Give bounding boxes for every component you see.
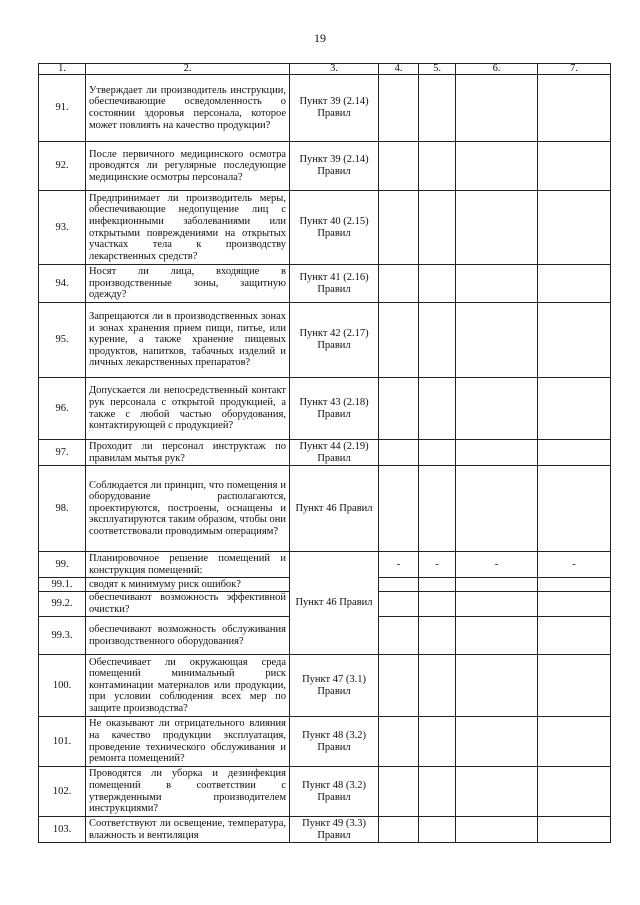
answer-cell xyxy=(456,578,538,592)
question-text: Носят ли лица, входящие в производственные зоны, защитную одежду? xyxy=(86,265,290,303)
answer-cell xyxy=(419,717,456,767)
answer-cell xyxy=(419,378,456,440)
answer-cell xyxy=(419,767,456,817)
column-header: 7. xyxy=(538,64,611,75)
answer-cell xyxy=(456,265,538,303)
answer-cell xyxy=(379,191,419,265)
reference-text: Пункт 41 (2.16) Правил xyxy=(290,265,379,303)
answer-cell xyxy=(379,717,419,767)
reference-text: Пункт 46 Правил xyxy=(290,466,379,552)
item-number: 98. xyxy=(39,466,86,552)
answer-cell xyxy=(379,817,419,843)
question-text: Обеспечивает ли окружающая среда помещений минимальный риск контаминации материалов или продукции, при условии соблюдения всех мер по защите производства? xyxy=(86,655,290,717)
reference-text: Пункт 42 (2.17) Правил xyxy=(290,303,379,378)
reference-text: Пункт 46 Правил xyxy=(290,552,379,655)
answer-cell xyxy=(538,142,611,191)
column-header: 2. xyxy=(86,64,290,75)
question-text: Допускается ли непосредственный контакт рук персонала с открытой продукцией, а также с любой частью оборудования, контактирующей с продукцией? xyxy=(86,378,290,440)
answer-cell xyxy=(538,303,611,378)
column-header: 5. xyxy=(419,64,456,75)
answer-cell xyxy=(538,817,611,843)
item-number: 99. xyxy=(39,552,86,578)
answer-cell xyxy=(456,655,538,717)
item-number: 93. xyxy=(39,191,86,265)
reference-text: Пункт 43 (2.18) Правил xyxy=(290,378,379,440)
answer-cell xyxy=(456,466,538,552)
answer-cell xyxy=(419,655,456,717)
answer-cell xyxy=(419,466,456,552)
answer-cell xyxy=(456,303,538,378)
answer-cell xyxy=(419,303,456,378)
answer-cell xyxy=(419,592,456,617)
checklist-table xyxy=(38,63,611,843)
answer-cell xyxy=(538,378,611,440)
answer-cell xyxy=(456,191,538,265)
answer-cell xyxy=(419,817,456,843)
answer-cell xyxy=(379,440,419,466)
answer-cell xyxy=(456,378,538,440)
table-header-row xyxy=(39,64,611,75)
item-number: 95. xyxy=(39,303,86,378)
question-text: Запрещаются ли в производственных зонах и зонах хранения прием пищи, питье, или курение, а также хранение пищевых продуктов, напитков, табачных изделий и личных лекарственных препаратов? xyxy=(86,303,290,378)
item-number: 99.3. xyxy=(39,617,86,655)
table-row xyxy=(39,817,611,843)
question-text: Соответствуют ли освещение, температура, влажность и вентиляция xyxy=(86,817,290,843)
answer-cell xyxy=(456,592,538,617)
answer-cell xyxy=(538,191,611,265)
answer-cell xyxy=(419,75,456,142)
item-number: 99.1. xyxy=(39,578,86,592)
answer-cell xyxy=(538,578,611,592)
item-number: 101. xyxy=(39,717,86,767)
item-number: 100. xyxy=(39,655,86,717)
dash-cell: - xyxy=(379,552,419,578)
table-row xyxy=(39,378,611,440)
answer-cell xyxy=(538,592,611,617)
question-text: Планировочное решение помещений и конструкция помещений: xyxy=(86,552,290,578)
item-number: 99.2. xyxy=(39,592,86,617)
answer-cell xyxy=(419,265,456,303)
answer-cell xyxy=(379,617,419,655)
answer-cell xyxy=(538,617,611,655)
column-header: 6. xyxy=(456,64,538,75)
reference-text: Пункт 48 (3.2) Правил xyxy=(290,717,379,767)
table-row xyxy=(39,717,611,767)
item-number: 97. xyxy=(39,440,86,466)
question-text: обеспечивают возможность обслуживания производственного оборудования? xyxy=(86,617,290,655)
answer-cell xyxy=(538,265,611,303)
item-number: 102. xyxy=(39,767,86,817)
answer-cell xyxy=(456,440,538,466)
answer-cell xyxy=(419,191,456,265)
answer-cell xyxy=(379,303,419,378)
column-header: 1. xyxy=(39,64,86,75)
answer-cell xyxy=(379,265,419,303)
answer-cell xyxy=(419,617,456,655)
table-row xyxy=(39,767,611,817)
question-text: После первичного медицинского осмотра проводятся ли регулярные последующие медицинские осмотры персонала? xyxy=(86,142,290,191)
reference-text: Пункт 49 (3.3) Правил xyxy=(290,817,379,843)
question-text: Проходит ли персонал инструктаж по правилам мытья рук? xyxy=(86,440,290,466)
table-row xyxy=(39,655,611,717)
answer-cell xyxy=(456,817,538,843)
answer-cell xyxy=(379,767,419,817)
column-header: 3. xyxy=(290,64,379,75)
answer-cell xyxy=(538,717,611,767)
item-number: 103. xyxy=(39,817,86,843)
table-row xyxy=(39,466,611,552)
question-text: сводят к минимуму риск ошибок? xyxy=(86,578,290,592)
page-number: 19 xyxy=(314,31,326,45)
table-row xyxy=(39,142,611,191)
answer-cell xyxy=(538,466,611,552)
answer-cell xyxy=(419,142,456,191)
table-row xyxy=(39,265,611,303)
answer-cell xyxy=(379,655,419,717)
item-number: 91. xyxy=(39,75,86,142)
answer-cell xyxy=(379,378,419,440)
answer-cell xyxy=(379,142,419,191)
answer-cell xyxy=(538,655,611,717)
table-row xyxy=(39,75,611,142)
reference-text: Пункт 44 (2.19) Правил xyxy=(290,440,379,466)
answer-cell xyxy=(379,592,419,617)
answer-cell xyxy=(379,75,419,142)
question-text: Не оказывают ли отрицательного влияния на качество продукции эксплуатация, проведение технического обслуживания и ремонта помещений? xyxy=(86,717,290,767)
table-row xyxy=(39,552,611,578)
item-number: 96. xyxy=(39,378,86,440)
reference-text: Пункт 48 (3.2) Правил xyxy=(290,767,379,817)
table-row xyxy=(39,440,611,466)
reference-text: Пункт 39 (2.14) Правил xyxy=(290,142,379,191)
question-text: обеспечивают возможность эффективной очистки? xyxy=(86,592,290,617)
answer-cell xyxy=(379,466,419,552)
item-number: 92. xyxy=(39,142,86,191)
item-number: 94. xyxy=(39,265,86,303)
table-row xyxy=(39,191,611,265)
dash-cell: - xyxy=(419,552,456,578)
answer-cell xyxy=(379,578,419,592)
answer-cell xyxy=(456,717,538,767)
question-text: Проводятся ли уборка и дезинфекция помещений в соответствии с утвержденными производителем инструкциями? xyxy=(86,767,290,817)
reference-text: Пункт 39 (2.14) Правил xyxy=(290,75,379,142)
reference-text: Пункт 47 (3.1) Правил xyxy=(290,655,379,717)
question-text: Предпринимает ли производитель меры, обеспечивающие недопущение лиц с инфекционными заболеваниями или открытыми повреждениями на открытых участках тела к производству лекарственных средств? xyxy=(86,191,290,265)
question-text: Соблюдается ли принцип, что помещения и оборудование располагаются, проектируются, построены, оснащены и эксплуатируются таким образом, чтобы они соответствовали проводимым операциям? xyxy=(86,466,290,552)
answer-cell xyxy=(538,440,611,466)
answer-cell xyxy=(419,578,456,592)
answer-cell xyxy=(456,767,538,817)
column-header: 4. xyxy=(379,64,419,75)
answer-cell xyxy=(456,617,538,655)
answer-cell xyxy=(456,142,538,191)
answer-cell xyxy=(538,75,611,142)
dash-cell: - xyxy=(456,552,538,578)
answer-cell xyxy=(456,75,538,142)
question-text: Утверждает ли производитель инструкции, обеспечивающие осведомленность о состоянии здоровья персонала, которое может повлиять на качество продукции? xyxy=(86,75,290,142)
reference-text: Пункт 40 (2.15) Правил xyxy=(290,191,379,265)
table-row xyxy=(39,303,611,378)
dash-cell: - xyxy=(538,552,611,578)
answer-cell xyxy=(538,767,611,817)
answer-cell xyxy=(419,440,456,466)
